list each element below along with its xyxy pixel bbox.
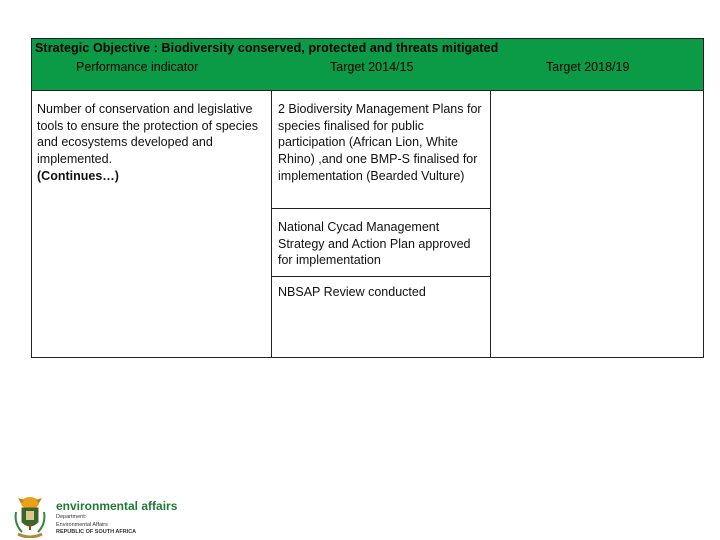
logo-line-3: REPUBLIC OF SOUTH AFRICA	[56, 529, 137, 535]
performance-table	[31, 38, 704, 358]
target-text: 2 Biodiversity Management Plans for species finalised for public participation (African Lion, White Rhino) ,and one BMP-S finalised for implementation (Bearded Vulture)	[278, 102, 482, 183]
logo-line-2: Environmental Affairs	[56, 521, 108, 528]
department-logo	[12, 494, 178, 538]
target-text: National Cycad Management Strategy and Action Plan approved for implementation	[278, 220, 471, 268]
header-performance-indicator: Performance indicator	[76, 60, 199, 74]
target-2014-row-1	[272, 91, 490, 209]
target-2014-column	[272, 91, 491, 357]
header-target-2018-19: Target 2018/19	[546, 60, 630, 74]
target-text: NBSAP Review conducted	[278, 285, 426, 299]
indicator-cell	[37, 101, 267, 185]
coat-of-arms-icon	[12, 494, 48, 538]
indicator-text: Number of conservation and legislative tools to ensure the protection of species and ecosystems developed and implemented.	[37, 102, 258, 167]
header-target-2014-15: Target 2014/15	[330, 60, 414, 74]
logo-line-1: Department:	[56, 514, 87, 520]
logo-title: environmental affairs	[56, 499, 178, 513]
strategic-objective: Strategic Objective : Biodiversity conserved, protected and threats mitigated	[35, 41, 499, 55]
table-header	[32, 39, 703, 91]
target-2018-column	[491, 91, 703, 357]
target-2014-row-3	[272, 277, 490, 359]
indicator-column	[32, 91, 272, 357]
continues-label: (Continues…)	[37, 168, 119, 183]
target-2014-row-2	[272, 209, 490, 277]
